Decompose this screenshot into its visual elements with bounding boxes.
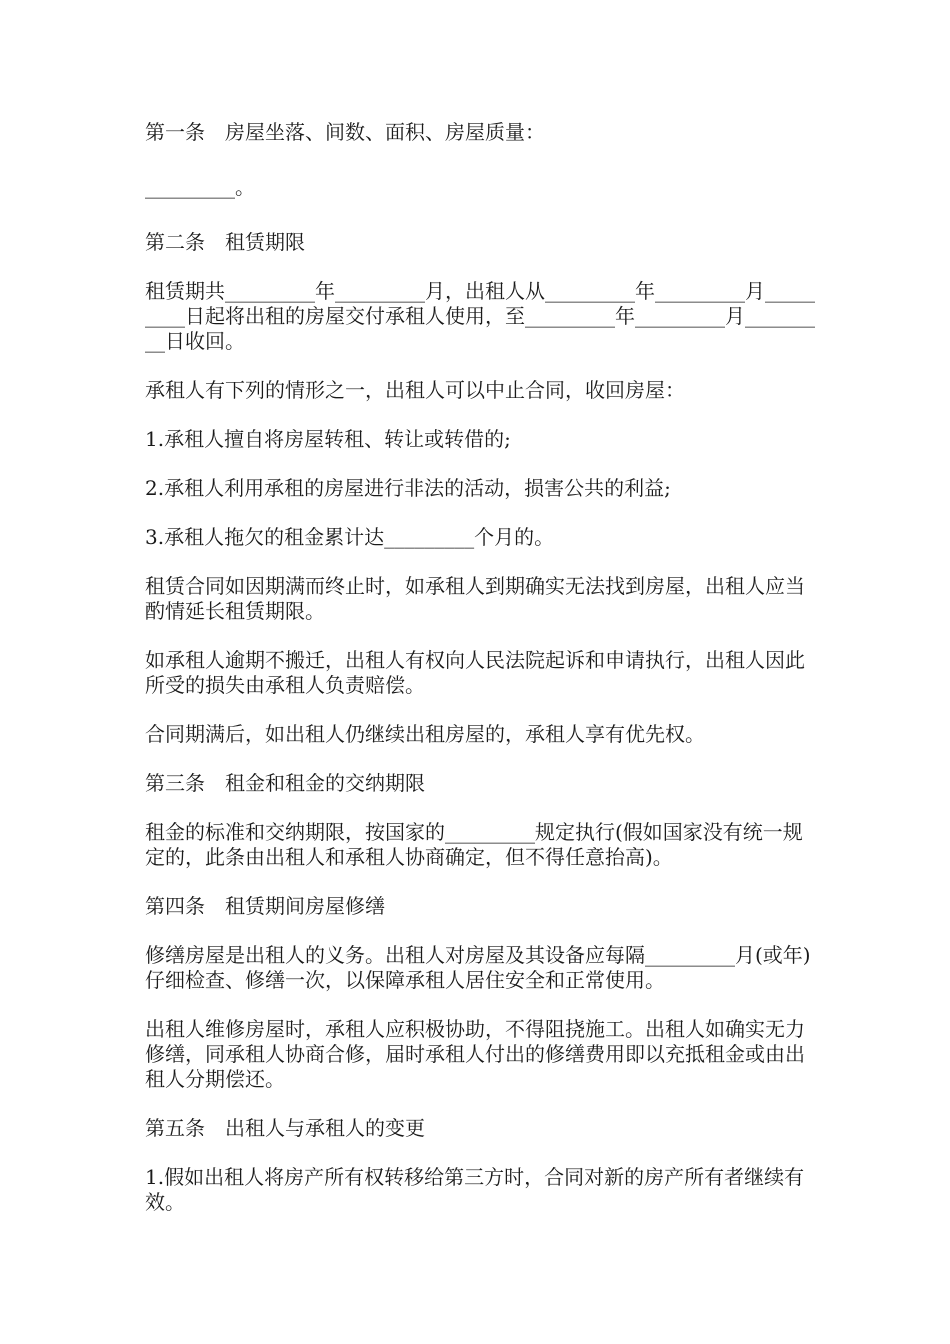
article-1-heading: 第一条 房屋坐落、间数、面积、房屋质量：	[145, 120, 545, 144]
document-page	[145, 120, 815, 1239]
article-5-heading: 第五条 出租人与承租人的变更	[145, 1116, 425, 1140]
termination-conditions-intro: 承租人有下列的情形之一，出租人可以中止合同，收回房屋：	[145, 378, 685, 402]
lease-term-paragraph: 租赁期共_________年_________月，出租人从_________年_________月_________日起将出租的房屋交付承租人使用，至_________年_________月_________日收回。	[145, 279, 815, 353]
priority-right-paragraph: 合同期满后，如出租人仍继续出租房屋的，承租人享有优先权。	[145, 722, 705, 746]
article-1-blank-line: _________。	[145, 175, 255, 199]
ownership-transfer-paragraph: 1.假如出租人将房产所有权转移给第三方时，合同对新的房产所有者继续有效。	[145, 1165, 805, 1214]
termination-condition-1: 1.承租人擅自将房屋转租、转让或转借的;	[145, 427, 511, 451]
repair-obligation-paragraph: 修缮房屋是出租人的义务。出租人对房屋及其设备应每隔_________月(或年)仔细检查、修缮一次，以保障承租人居住安全和正常使用。	[145, 943, 811, 992]
rent-standard-paragraph: 租金的标准和交纳期限，按国家的_________规定执行(假如国家没有统一规定的，此条由出租人和承租人协商确定，但不得任意抬高)。	[145, 820, 803, 869]
article-4-heading: 第四条 租赁期间房屋修缮	[145, 894, 385, 918]
lease-extension-paragraph: 租赁合同如因期满而终止时，如承租人到期确实无法找到房屋，出租人应当酌情延长租赁期限。	[145, 574, 805, 623]
repair-cooperation-paragraph: 出租人维修房屋时，承租人应积极协助，不得阻挠施工。出租人如确实无力修缮，同承租人协商合修，届时承租人付出的修缮费用即以充抵租金或由出租人分期偿还。	[145, 1017, 805, 1091]
article-2-heading: 第二条 租赁期限	[145, 230, 305, 254]
termination-condition-2: 2.承租人利用承租的房屋进行非法的活动，损害公共的利益;	[145, 476, 671, 500]
termination-condition-3: 3.承租人拖欠的租金累计达_________个月的。	[145, 525, 555, 549]
article-3-heading: 第三条 租金和租金的交纳期限	[145, 771, 425, 795]
overdue-moveout-paragraph: 如承租人逾期不搬迁，出租人有权向人民法院起诉和申请执行，出租人因此所受的损失由承租人负责赔偿。	[145, 648, 805, 697]
